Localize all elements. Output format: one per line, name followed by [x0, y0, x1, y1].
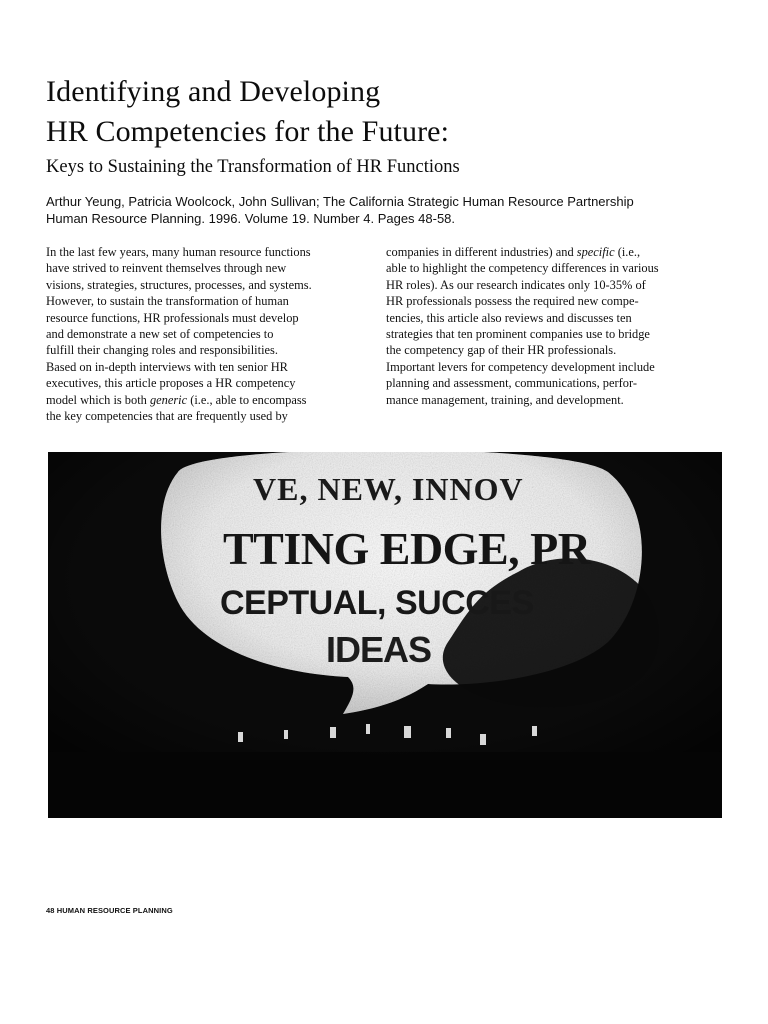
title-line-1: Identifying and Developing [46, 75, 381, 108]
abstract-line: strategies that ten prominent companies use to bridge [386, 327, 650, 342]
emphasis-word: specific [576, 245, 615, 259]
byline [46, 194, 736, 227]
abstract-line: In the last few years, many human resource functions [46, 245, 311, 259]
article-title-block [46, 72, 726, 180]
abstract-line: HR roles). As our research indicates only 10-35% of [386, 277, 646, 292]
photo-text-row-1: VE, NEW, INNOV [253, 471, 524, 507]
abstract-paragraph-left [46, 244, 346, 424]
abstract-line: Important levers for competency development include [386, 359, 655, 374]
abstract-line: and demonstrate a new set of competencies to [46, 327, 274, 342]
abstract-line: fulfill their changing roles and responsibilities. [46, 343, 278, 358]
abstract-line: tencies, this article also reviews and discusses ten [386, 310, 632, 325]
abstract-line: executives, this article proposes a HR competency [46, 376, 296, 391]
abstract-line: have strived to reinvent themselves through new [46, 261, 287, 276]
abstract-line: HR professionals possess the required new compe- [386, 294, 639, 309]
article-subtitle: Keys to Sustaining the Transformation of HR Functions [46, 157, 460, 177]
abstract-line: model which is both generic (i.e., able to encompass [46, 392, 307, 407]
byline-citation: Human Resource Planning. 1996. Volume 19. Number 4. Pages 48-58. [46, 210, 456, 226]
abstract-paragraph-right [386, 244, 686, 408]
abstract-line: the key competencies that are frequently used by [46, 409, 288, 424]
abstract-right-column [386, 244, 686, 408]
title-line-2: HR Competencies for the Future: [46, 115, 450, 148]
abstract-line: companies in different industries) and specific (i.e., [386, 245, 641, 259]
abstract-line: visions, strategies, structures, processes, and systems. [46, 277, 312, 292]
photo-text-row-3: CEPTUAL, SUCCES [220, 584, 534, 622]
article-photo [48, 452, 722, 818]
abstract-line: mance management, training, and development. [386, 392, 624, 407]
abstract-line: However, to sustain the transformation of human [46, 294, 289, 309]
abstract-left-column [46, 244, 346, 424]
abstract-line: the competency gap of their HR professionals. [386, 343, 617, 358]
emphasis-word: generic [149, 392, 188, 407]
photo-text-row-2: TTING EDGE, PR [223, 523, 591, 574]
abstract-line: Based on in-depth interviews with ten senior HR [46, 359, 288, 374]
abstract-line: able to highlight the competency differences in various [386, 261, 659, 276]
byline-authors: Arthur Yeung, Patricia Woolcock, John Sullivan; The California Strategic Human Resource Partnership [46, 194, 634, 209]
page-footer: 48 HUMAN RESOURCE PLANNING [46, 906, 173, 915]
abstract-line: resource functions, HR professionals must develop [46, 310, 299, 325]
abstract-line: planning and assessment, communications, perfor- [386, 376, 637, 391]
photo-illustration [48, 452, 722, 818]
photo-text-row-4: IDEAS [326, 629, 432, 670]
